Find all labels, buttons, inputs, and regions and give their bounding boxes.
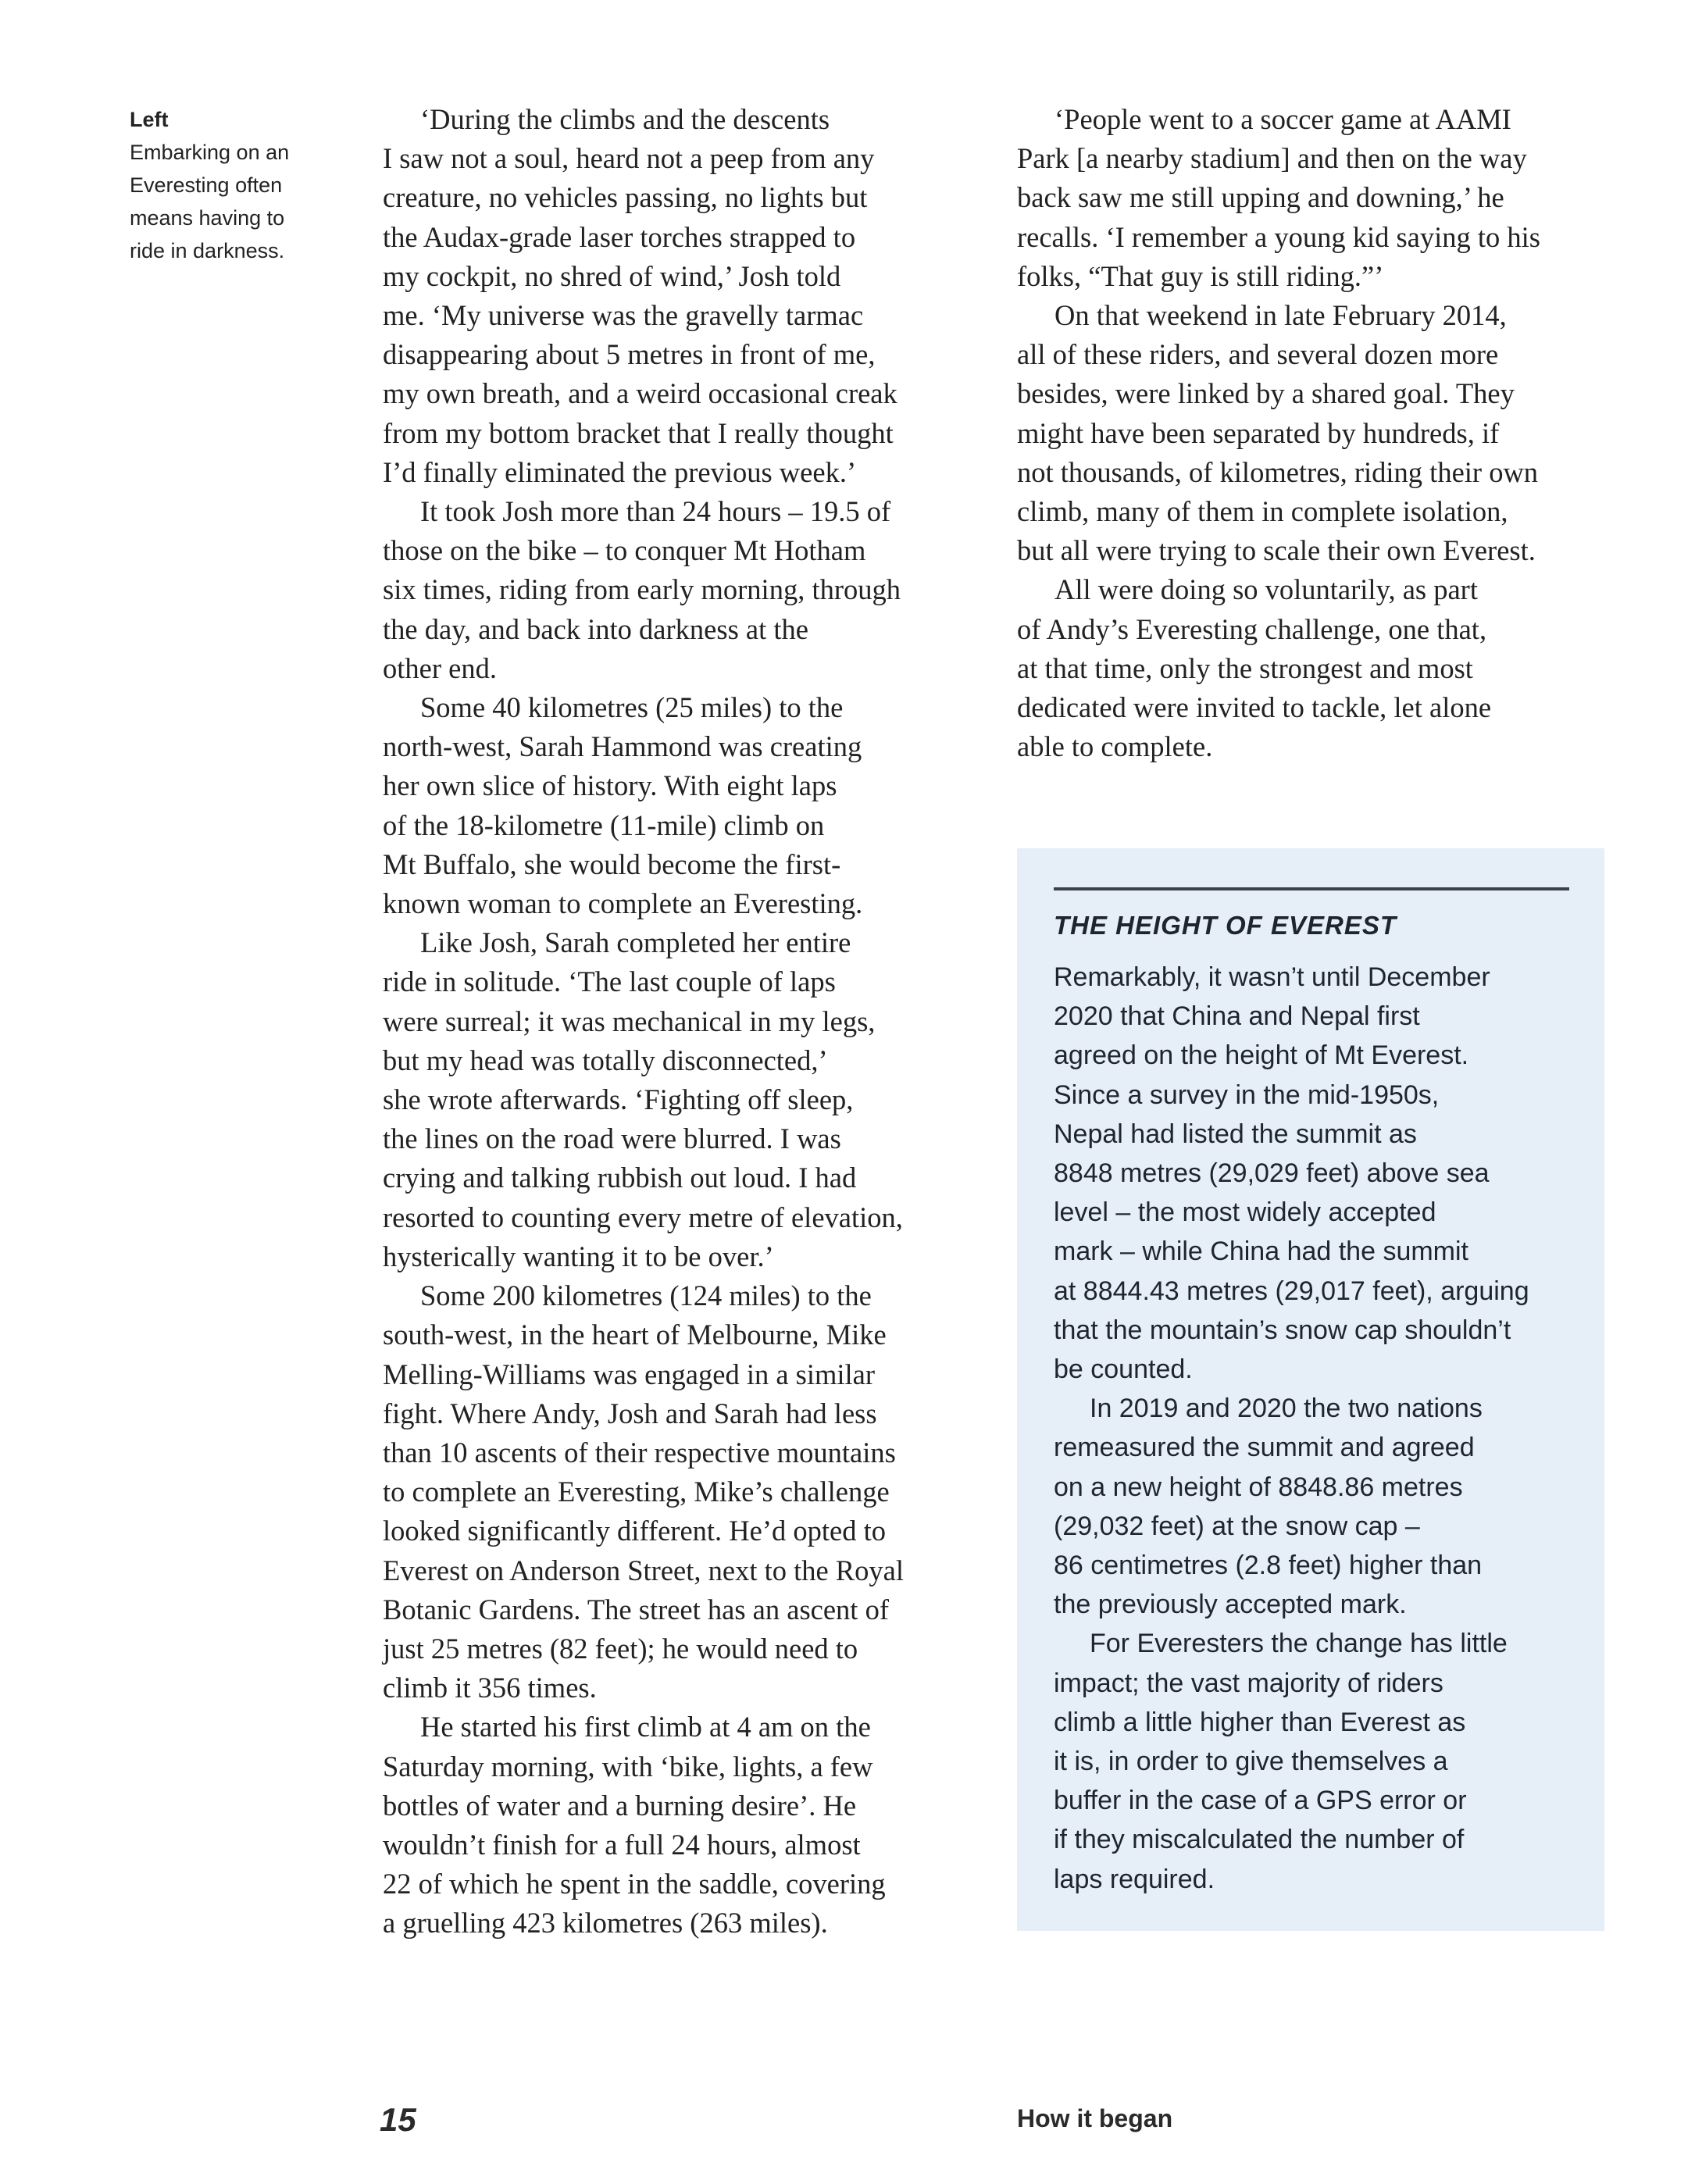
caption-title: Left <box>130 108 169 131</box>
paragraph: ‘During the climbs and the descents I saw not a soul, heard not a peep from any creature, no vehicles passing, no lights but the Audax-grade laser torches strapped to my cockpit, no shred of wind,’ Josh told me. ‘My universe was the gravelly tarmac disappearing about 5 metres in front of me, my own breath, and a weird occasional creak from my bottom bracket that I really thought I’d finally eliminated the previous week.’ <box>383 103 897 488</box>
page-number: 15 <box>380 2101 416 2138</box>
paragraph: It took Josh more than 24 hours – 19.5 of those on the bike – to conquer Mt Hotham six times, riding from early morning, through the day, and back into darkness at the other end. <box>383 495 901 684</box>
sidebar-paragraph: In 2019 and 2020 the two nations remeasured the summit and agreed on a new height of 8848.86 metres (29,032 feet) at the snow cap – 86 centimetres (2.8 feet) higher than the previously accepted mark. <box>1054 1394 1483 1620</box>
paragraph: All were doing so voluntarily, as part of Andy’s Everesting challenge, one that, at that time, only the strongest and most dedicated were invited to tackle, let alone able to complete. <box>1017 573 1492 763</box>
sidebar-paragraph: For Everesters the change has little impact; the vast majority of riders climb a little higher than Everest as it is, in order to give themselves a buffer in the case of a GPS error or if they miscalculated the number of laps required. <box>1054 1629 1508 1894</box>
sidebar-paragraph: Remarkably, it wasn’t until December 2020 that China and Nepal first agreed on the height of Mt Everest. Since a survey in the mid-1950s, Nepal had listed the summit as 8848 metres (29,029 feet) above sea level – the most widely accepted mark – while China had the summit at 8844.43 metres (29,017 feet), arguing that the mountain’s snow cap shouldn’t be counted. <box>1054 962 1529 1385</box>
body-column-left <box>383 100 984 1943</box>
paragraph: ‘People went to a soccer game at AAMI Park [a nearby stadium] and then on the way back saw me still upping and downing,’ he recalls. ‘I remember a young kid saying to his folks, “That guy is still riding.”’ <box>1017 103 1540 292</box>
photo-caption <box>130 103 317 267</box>
sidebar-box <box>1017 848 1604 1931</box>
paragraph: Some 40 kilometres (25 miles) to the north-west, Sarah Hammond was creating her own slice of history. With eight laps of the 18-kilometre (11-mile) climb on Mt Buffalo, she would become the first- known woman to complete an Everesting. <box>383 691 863 920</box>
paragraph: Some 200 kilometres (124 miles) to the south-west, in the heart of Melbourne, Mike Melling-Williams was engaged in a similar fight. Where Andy, Josh and Sarah had less than 10 ascents of their respective mountains to complete an Everesting, Mike’s challenge looked significantly different. He’d opted to Everest on Anderson Street, next to the Royal Botanic Gardens. The street has an ascent of just 25 metres (82 feet); he would need to climb it 356 times. <box>383 1279 904 1704</box>
caption-text: Embarking on an Everesting often means having to ride in darkness. <box>130 141 290 262</box>
paragraph: He started his first climb at 4 am on the Saturday morning, with ‘bike, lights, a few bottles of water and a burning desire’. He wouldn’t finish for a full 24 hours, almost 22 of which he spent in the saddle, covering a gruelling 423 kilometres (263 miles). <box>383 1711 886 1940</box>
body-column-right <box>1017 100 1626 766</box>
running-footer: How it began <box>1017 2104 1173 2132</box>
sidebar-title: THE HEIGHT OF EVEREST <box>1054 911 1397 940</box>
sidebar-divider <box>1054 887 1569 890</box>
sidebar-body <box>1054 958 1593 1899</box>
paragraph: Like Josh, Sarah completed her entire ride in solitude. ‘The last couple of laps were surreal; it was mechanical in my legs, but my head was totally disconnected,’ she wrote afterwards. ‘Fighting off sleep, the lines on the road were blurred. I was crying and talking rubbish out loud. I had resorted to counting every metre of elevation, hysterically wanting it to be over.’ <box>383 926 903 1272</box>
paragraph: On that weekend in late February 2014, all of these riders, and several dozen more besides, were linked by a shared goal. They might have been separated by hundreds, if not thousands, of kilometres, riding their own climb, many of them in complete isolation, but all were trying to scale their own Everest. <box>1017 299 1539 567</box>
